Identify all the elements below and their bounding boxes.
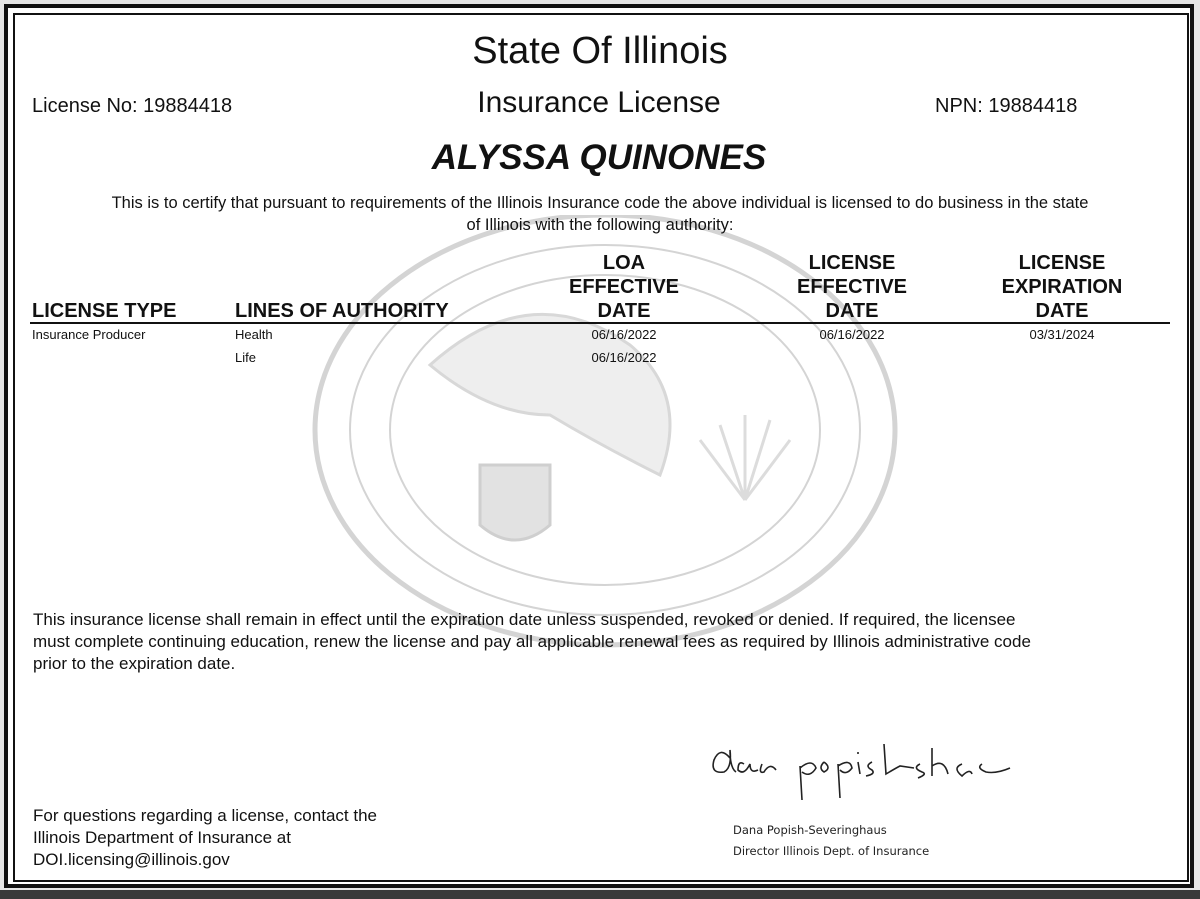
seal-shield: [480, 465, 550, 540]
table-header-rule: [30, 322, 1170, 324]
header-text: DATE: [597, 300, 651, 322]
seal-sunrise: [700, 415, 790, 500]
header-license-effective-date: [797, 251, 907, 323]
cell-line-of-authority: Life: [235, 350, 256, 365]
license-number: License No: 19884418: [32, 95, 233, 117]
contact-line: Illinois Department of Insurance at: [33, 828, 291, 847]
npn-number: NPN: 19884418: [935, 95, 1078, 117]
contact-info: [33, 805, 377, 871]
cell-loa-effective: 06/16/2022: [591, 327, 657, 342]
contact-email[interactable]: DOI.licensing@illinois.gov: [33, 850, 230, 869]
notice-line: prior to the expiration date.: [33, 654, 236, 673]
cell-license-expiration: 03/31/2024: [1029, 327, 1095, 342]
header-text: LICENSE: [808, 252, 896, 274]
header-lines-of-authority: LINES OF AUTHORITY: [235, 300, 449, 322]
state-title: State Of Illinois: [472, 30, 728, 72]
certification-line-1: This is to certify that pursuant to requirements of the Illinois Insurance code the above individual is licensed to do business in the state: [111, 194, 1089, 212]
header-text: EFFECTIVE: [796, 276, 908, 298]
contact-line: For questions regarding a license, contact the: [33, 806, 377, 825]
director-title: Director Illinois Dept. of Insurance: [733, 844, 930, 858]
header-text: LOA: [602, 252, 646, 274]
viewer-bottom-bar: [0, 890, 1200, 899]
cell-loa-effective: 06/16/2022: [591, 350, 657, 365]
notice-line: must complete continuing education, renew the license and pay all applicable renewal fees as required by Illinois administrative code: [33, 632, 1031, 651]
header-loa-effective-date: [569, 251, 679, 323]
header-license-type: LICENSE TYPE: [32, 300, 177, 322]
director-signature: [700, 738, 1030, 808]
director-name: Dana Popish-Severinghaus: [733, 823, 887, 837]
cell-line-of-authority: Health: [235, 327, 273, 342]
director-name-block: [733, 820, 929, 862]
header-text: EXPIRATION: [1001, 276, 1123, 298]
notice-paragraph: [33, 609, 1031, 675]
cell-license-type: Insurance Producer: [32, 327, 146, 342]
header-text: DATE: [825, 300, 879, 322]
header-text: DATE: [1035, 300, 1089, 322]
certification-line-2: of Illinois with the following authority:: [466, 216, 734, 234]
document-title: Insurance License: [477, 86, 721, 119]
cell-license-effective: 06/16/2022: [819, 327, 885, 342]
header-license-expiration-date: [1002, 251, 1123, 323]
header-text: EFFECTIVE: [568, 276, 680, 298]
notice-line: This insurance license shall remain in effect until the expiration date unless suspended, revoked or denied. If required, the licensee: [33, 610, 1016, 629]
header-text: LICENSE: [1018, 252, 1106, 274]
licensee-name: ALYSSA QUINONES: [431, 138, 767, 177]
